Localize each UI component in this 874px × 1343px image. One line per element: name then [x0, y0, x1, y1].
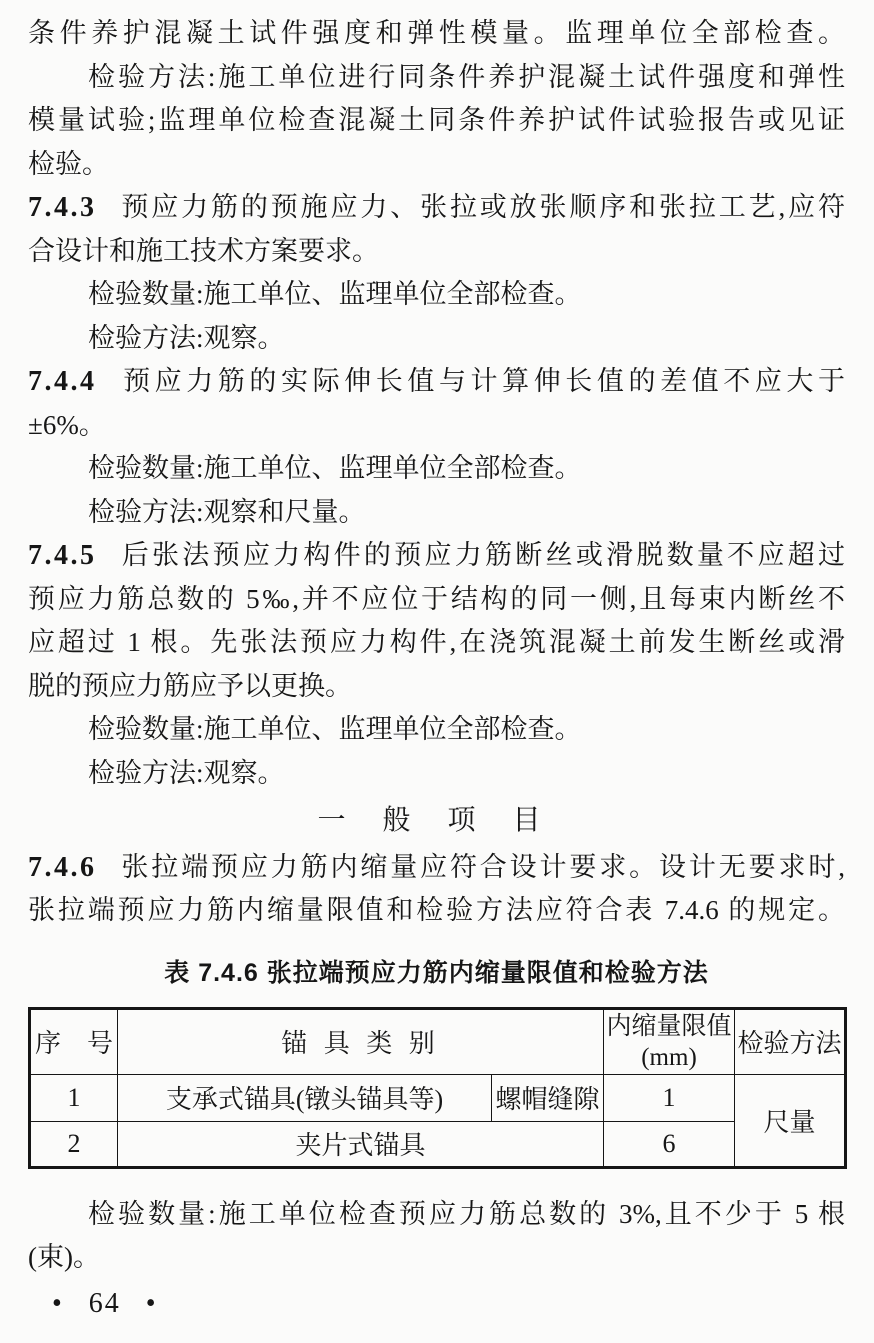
text-line: 脱的预应力筋应予以更换。	[28, 670, 352, 701]
paragraph	[28, 534, 845, 708]
cell-row2-category: 夹片式锚具	[118, 1121, 604, 1167]
text-line: ±6%。	[28, 409, 106, 440]
table-7-4-6	[28, 1007, 847, 1169]
header-cell-category: 锚 具 类 别	[118, 1008, 604, 1074]
section-number: 7.4.4	[28, 366, 97, 397]
paragraph	[28, 1193, 845, 1280]
cell-method-value: 尺量	[735, 1074, 846, 1167]
body-text-bottom	[28, 1193, 845, 1280]
text-line: 张拉端预应力筋内缩量限值和检验方法应符合表 7.4.6 的规定。	[28, 895, 845, 925]
table-caption: 表 7.4.6 张拉端预应力筋内缩量限值和检验方法	[164, 958, 709, 987]
text-line: 检验数量:施工单位、监理单位全部检查。	[88, 279, 582, 309]
text-line: 模量试验;监理单位检查混凝土同条件养护试件试验报告或见证	[28, 105, 845, 135]
section-number: 7.4.3	[28, 192, 97, 223]
text-line: 检验数量:施工单位、监理单位全部检查。	[88, 714, 582, 744]
text-line: (束)。	[28, 1242, 100, 1272]
text-line: 检验方法:施工单位进行同条件养护混凝土试件强度和弹性	[88, 61, 845, 92]
cell-row1-no: 1	[30, 1074, 118, 1121]
paragraph	[28, 56, 845, 187]
cell-row2-no: 2	[30, 1121, 118, 1167]
page-number: • 64 •	[52, 1287, 158, 1319]
table-row	[30, 1074, 846, 1121]
paragraph	[28, 186, 845, 273]
text-line: 应超过 1 根。先张法预应力构件,在浇筑混凝土前发生断丝或滑	[28, 627, 845, 657]
table-row	[30, 1121, 846, 1167]
text-line: 7.4.6 张拉端预应力筋内缩量应符合设计要求。设计无要求时,	[28, 851, 845, 883]
paragraph	[28, 447, 845, 491]
paragraph	[28, 708, 845, 752]
paragraph	[28, 752, 845, 796]
cell-row1-sub: 螺帽缝隙	[492, 1074, 604, 1121]
table-header-row	[30, 1008, 846, 1074]
text-line: 检验方法:观察。	[88, 757, 285, 788]
header-cell-limit	[604, 1008, 735, 1074]
text-line: 合设计和施工技术方案要求。	[28, 235, 379, 266]
text-line: 检验方法:观察和尺量。	[88, 496, 366, 527]
text-line: 7.4.5 后张法预应力构件的预应力筋断丝或滑脱数量不应超过	[28, 540, 845, 571]
text-line: 检验数量:施工单位、监理单位全部检查。	[88, 453, 582, 483]
section-number: 7.4.5	[28, 540, 97, 571]
cell-row2-limit: 6	[604, 1121, 735, 1167]
text-line: 检验方法:观察。	[88, 322, 285, 353]
paragraph	[28, 12, 845, 56]
header-limit-unit: (mm)	[641, 1043, 697, 1071]
text-line: 7.4.4 预应力筋的实际伸长值与计算伸长值的差值不应大于	[28, 366, 845, 397]
text-line: 预应力筋总数的 5‰,并不应位于结构的同一侧,且每束内断丝不	[28, 583, 845, 614]
paragraph	[28, 846, 845, 933]
paragraph	[28, 273, 845, 317]
cell-row1-limit: 1	[604, 1074, 735, 1121]
paragraph	[28, 360, 845, 447]
section-number: 7.4.6	[28, 851, 97, 883]
text-line: 检验数量:施工单位检查预应力筋总数的 3%,且不少于 5 根	[88, 1198, 845, 1229]
text-line: 条件养护混凝土试件强度和弹性模量。监理单位全部检查。	[28, 18, 845, 48]
header-cell-index: 序 号	[30, 1008, 118, 1074]
paragraph	[28, 491, 845, 535]
body-text-top	[28, 12, 845, 933]
paragraph	[28, 317, 845, 361]
cell-row1-category: 支承式锚具(镦头锚具等)	[118, 1074, 492, 1121]
section-heading: 一 般 项 目	[317, 805, 556, 836]
text-line: 7.4.3 预应力筋的预施应力、张拉或放张顺序和张拉工艺,应符	[28, 192, 845, 223]
header-limit-title: 内缩量限值	[606, 1012, 732, 1040]
text-line: 检验。	[28, 148, 109, 179]
header-cell-method: 检验方法	[735, 1008, 846, 1074]
